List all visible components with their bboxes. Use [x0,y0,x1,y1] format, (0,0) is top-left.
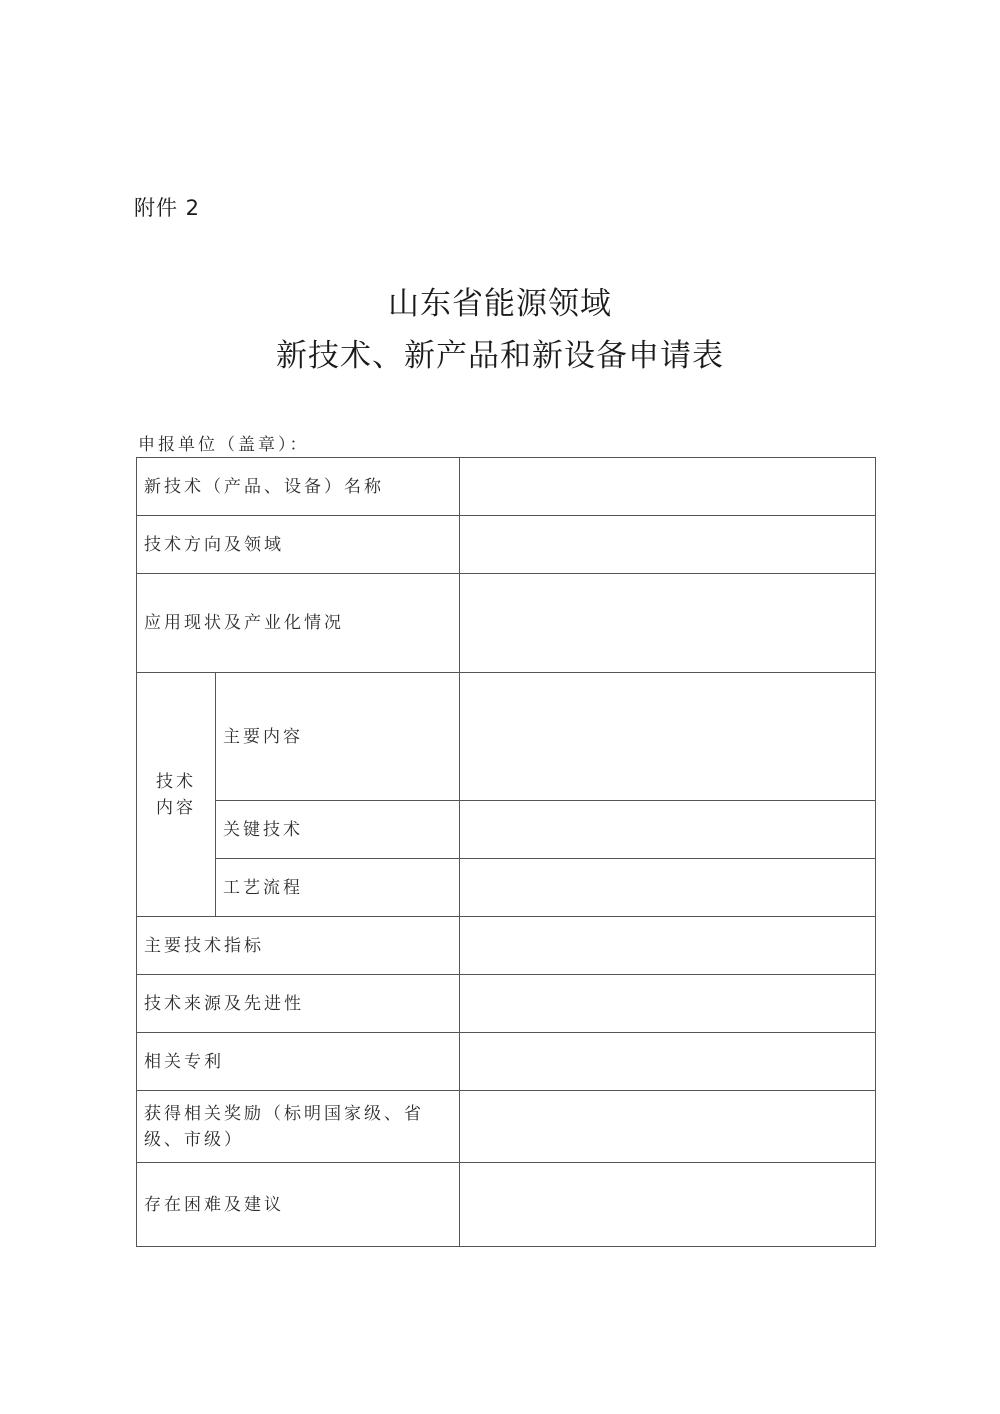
row-label-name: 新技术（产品、设备）名称 [137,458,460,516]
form-title-line2: 新技术、新产品和新设备申请表 [276,338,724,374]
table-row [137,516,876,574]
sub-row-value-main-content[interactable] [460,673,876,801]
table-row [137,1033,876,1091]
row-label-awards: 获得相关奖励（标明国家级、省级、市级） [137,1091,460,1163]
row-label-patents: 相关专利 [137,1033,460,1091]
sub-row-label-key-tech: 关键技术 [216,801,460,859]
tech-content-label-line2: 内容 [156,797,196,818]
table-row [137,859,876,917]
attachment-label: 附件 2 [134,196,201,220]
row-value-name[interactable] [460,458,876,516]
row-value-difficulties[interactable] [460,1163,876,1247]
row-value-awards[interactable] [460,1091,876,1163]
applicant-unit-label: 申报单位（盖章）： [138,435,310,455]
table-row [137,1091,876,1163]
sub-row-label-process-flow: 工艺流程 [216,859,460,917]
table-row [137,917,876,975]
row-label-difficulties: 存在困难及建议 [137,1163,460,1247]
row-value-patents[interactable] [460,1033,876,1091]
row-label-tech-source: 技术来源及先进性 [137,975,460,1033]
table-row [137,1163,876,1247]
row-label-tech-indicators: 主要技术指标 [137,917,460,975]
form-title-line1: 山东省能源领域 [388,286,612,322]
row-label-application-status: 应用现状及产业化情况 [137,574,460,673]
table-row [137,673,876,801]
table-row [137,801,876,859]
row-value-tech-source[interactable] [460,975,876,1033]
table-row [137,458,876,516]
table-row [137,574,876,673]
row-label-direction: 技术方向及领域 [137,516,460,574]
table-row [137,975,876,1033]
application-form-table [136,457,876,1247]
sub-row-label-main-content: 主要内容 [216,673,460,801]
tech-content-label-line1: 技术 [156,771,196,792]
tech-content-group-label [137,673,216,917]
row-value-direction[interactable] [460,516,876,574]
sub-row-value-process-flow[interactable] [460,859,876,917]
row-value-tech-indicators[interactable] [460,917,876,975]
sub-row-value-key-tech[interactable] [460,801,876,859]
row-value-application-status[interactable] [460,574,876,673]
